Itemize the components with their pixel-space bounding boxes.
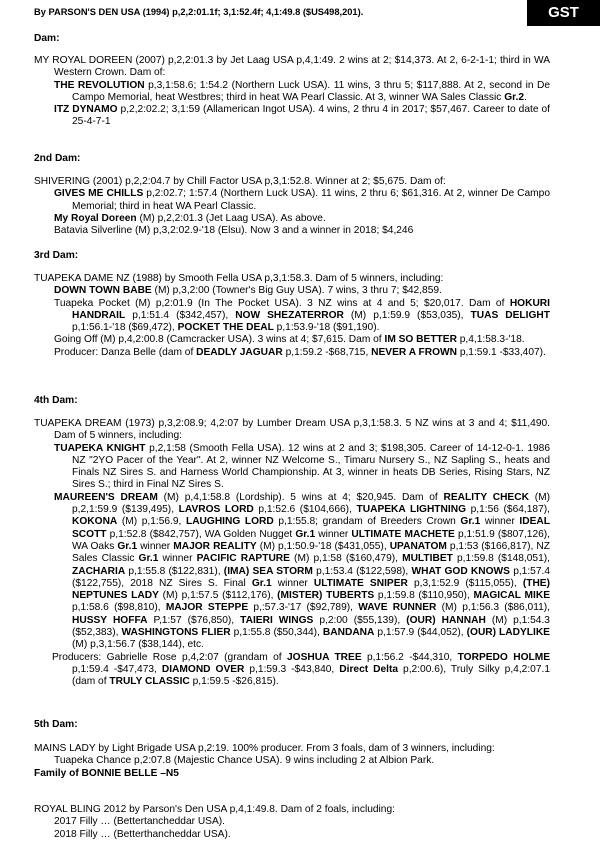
progeny-name: POCKET THE DEAL <box>177 322 274 334</box>
progeny-details: p,1:59.1 -$33,407). <box>456 346 546 358</box>
progeny-details: winner <box>158 553 197 565</box>
progeny-name: TUAPEKA LIGHTNING <box>356 504 467 516</box>
dam2-section <box>34 176 550 237</box>
group-label: Gr.1 <box>251 577 272 589</box>
group-label: Gr.1 <box>460 516 481 528</box>
progeny-details: p,1:57.9 ($44,052), <box>374 627 467 639</box>
progeny-name: JOSHUA TREE <box>287 651 362 663</box>
progeny-details: p,1:51.9 ($807,126), WA Oaks <box>72 528 550 552</box>
dam-foal-2 <box>34 104 550 129</box>
foal-details: (M) p,2,2:01.3 (Jet Laag USA). As above. <box>136 212 326 224</box>
progeny-name: LAVROS LORD <box>178 504 254 516</box>
produce-intro: ROYAL BLING 2012 by Parson's Den USA p,4,1:49.8. Dam of 2 foals, including: <box>34 804 395 815</box>
progeny-name: WASHINGTONS FLIER <box>121 627 231 639</box>
progeny-name: NEVER A FROWN <box>371 346 457 358</box>
progeny-name: (THE) NEPTUNES LADY <box>72 577 550 602</box>
dam4-intro: TUAPEKA DREAM (1973) p,3,2:08.9; 4,2:07 by Lumber Dream USA p,3,1:58.3. 5 NZ wins at 3 and 4; $11,490. Dam of 5 winners, including: <box>34 418 550 442</box>
dam4-producers <box>34 652 550 689</box>
progeny-name: WAVE RUNNER <box>358 602 437 614</box>
progeny-details: p,1:53.9-'18 ($91,190). <box>273 322 380 334</box>
progeny-details: p,1:59.8 ($148,051), <box>452 553 550 565</box>
progeny-name: ULTIMATE SNIPER <box>313 577 408 589</box>
progeny-name: (OUR) HANNAH <box>406 614 486 626</box>
dam2-foal-3: Batavia Silverline (M) p,3,2:02.9-'18 (Elsu). Now 3 and a winner in 2018; $4,246 <box>54 225 414 237</box>
dam2-heading: 2nd Dam: <box>34 153 81 164</box>
foal-details: p,2,2:02.2; 3,1:59 (Allamerican Ingot USA). 4 wins, 2 thru 4 in 2017; $57,467. Career to date of 25-4-7-1 <box>72 104 550 128</box>
progeny-details: (M) p,1:56.3 ($86,011), <box>436 602 550 614</box>
progeny-name: MULTIBET <box>402 553 453 565</box>
progeny-details: winner <box>137 540 174 552</box>
progeny-name: DEADLY JAGUAR <box>196 346 283 358</box>
progeny-details: p,1:58.6 ($98,810), <box>72 602 166 614</box>
producer-details: Producer: Danza Belle (dam of <box>54 346 197 358</box>
progeny-name: TUAS DELIGHT <box>470 309 550 321</box>
group-label: Gr.1 <box>295 528 316 540</box>
foal-details: (M) p,3,2:00 (Towner's Big Guy USA). 7 wins, 3 thru 7; $42,859. <box>151 285 442 297</box>
progeny-details: p,1:51.4 ($342,457), <box>125 309 236 321</box>
progeny-details: winner <box>271 577 314 589</box>
dam4-foal-2 <box>34 492 550 652</box>
dam-foal-1 <box>34 80 550 105</box>
group-label: Gr.2 <box>504 91 525 103</box>
foal-name: My Royal Doreen <box>54 212 137 224</box>
dam5-heading: 5th Dam: <box>34 719 78 730</box>
progeny-details: p,1:59.2 -$68,715, <box>282 346 372 358</box>
dam4-heading: 4th Dam: <box>34 395 78 406</box>
foal-name: MAUREEN'S DREAM <box>54 491 158 503</box>
dam3-foal-1 <box>34 285 550 297</box>
dam5-section <box>34 743 550 780</box>
progeny-details: (M) p,1:54.3 ($52,383), <box>72 614 550 639</box>
producer-details: Producers: Gabrielle Rose p,4,2:07 (grandam of <box>52 651 287 663</box>
progeny-name: KOKONA <box>72 516 118 528</box>
group-label: Gr.1 <box>117 540 138 552</box>
progeny-details: p,1:52.6 ($104,666), <box>253 504 357 516</box>
progeny-name: PACIFIC RAPTURE <box>196 553 290 565</box>
progeny-name: DIAMOND OVER <box>161 663 245 675</box>
progeny-details: (M) p,2,1:59.9 ($139,495), <box>72 491 551 516</box>
progeny-details: p,1:57.4 ($122,755), 2018 NZ Sires S. Final <box>72 565 551 589</box>
foal-details: Going Off (M) p,4,2:00.8 (Camcracker USA). 3 wins at 4; $7,615. Dam of <box>54 334 385 346</box>
progeny-details: (M) p,1:59.9 ($53,035), <box>343 309 471 321</box>
progeny-details: p,1:55.8; grandam of Breeders Crown <box>273 516 461 528</box>
progeny-name: MAJOR REALITY <box>173 540 257 552</box>
produce-foal-2: 2018 Filly … (Betterthancheddar USA). <box>54 828 231 840</box>
progeny-details: P,1:57 ($76,850), <box>147 614 241 626</box>
dam-heading: Dam: <box>34 33 60 44</box>
dam3-section <box>34 273 550 359</box>
group-label: Gr.1 <box>138 553 159 565</box>
dam3-producer <box>34 347 550 359</box>
foal-name: ITZ DYNAMO <box>54 104 118 116</box>
progeny-details: p,1:52.8 ($842,757), WA Golden Nugget <box>106 528 296 540</box>
progeny-name: MAGICAL MIKE <box>473 590 550 602</box>
dam3-foal-3 <box>34 334 550 346</box>
progeny-details: (M) p,1:57.5 ($112,176), <box>158 590 278 602</box>
foal-details: p,2:02.7; 1:57.4 (Northern Luck USA). 11 wins, 2 thru 6; $61,316. At 2, winner De Campo Memorial; third in heat WA Pearl Classic. <box>72 188 550 212</box>
progeny-name: TORPEDO HOLME <box>457 651 550 663</box>
dam4-section <box>34 418 550 689</box>
dam3-intro: TUAPEKA DAME NZ (1988) by Smooth Fella USA p,3,1:58.3. Dam of 5 winners, including: <box>34 273 444 284</box>
progeny-name: HOKURI HANDRAIL <box>72 297 550 321</box>
progeny-name: (IMA) SEA STORM <box>223 565 313 577</box>
progeny-details: p,2:00 ($55,139), <box>313 614 407 626</box>
progeny-name: TRULY CLASSIC <box>109 676 190 688</box>
progeny-name: (OUR) LADYLIKE <box>466 627 550 639</box>
progeny-name: TAIERI WINGS <box>240 614 314 626</box>
dam2-foal-1 <box>34 188 550 213</box>
dam2-intro: SHIVERING (2001) p,2,2:04.7 by Chill Factor USA p,3,1:52.8. Winner at 2; $5,675. Dam of: <box>34 176 446 187</box>
progeny-details: p,4,1:58.3-'18. <box>456 334 525 346</box>
progeny-name: WHAT GOD KNOWS <box>411 565 510 577</box>
family-line: Family of BONNIE BELLE –N5 <box>34 767 179 779</box>
foal-name: THE REVOLUTION <box>54 79 145 91</box>
foal-details: p,2,1:58 (Smooth Fella USA). 12 wins at 2 and 3; $198,305. Career of 14-12-0-1. 1986 NZ "2YO Pacer of the Year". At 2, winner NZ Welcome S., Timaru Nursery S., NZ Sapling S., heats and Finals NZ Sires S. and Harness World Championship. At 3, winner in heats DB Series, Rising Stars, NZ Sires S.; third in Final NZ Sires S. <box>72 442 550 491</box>
progeny-details: p,1:55.8 ($50,344), <box>230 627 323 639</box>
progeny-details: p,2:00.6), Truly Silky p,4,2:07.1 (dam of <box>72 663 550 688</box>
progeny-details: p,1:56.1-'18 ($69,472), <box>72 322 178 334</box>
foal-details: Tuapeka Pocket (M) p,2:01.9 (In The Pocket USA). 3 NZ wins at 4 and 5; $20,017. Dam of <box>54 297 510 309</box>
gst-badge: GST <box>527 0 600 26</box>
dam5-intro: MAINS LADY by Light Brigade USA p,2:19. 100% producer. From 3 foals, dam of 3 winners, including: <box>34 743 495 754</box>
progeny-name: IM SO BETTER <box>384 334 457 346</box>
progeny-details: (M) p,3,1:56.7 ($38,144), etc. <box>72 639 204 651</box>
progeny-details: p,1:59.4 -$47,473, <box>72 663 162 675</box>
foal-end: . <box>524 91 527 103</box>
dam-intro: MY ROYAL DOREEN (2007) p,2,2:01.3 by Jet Laag USA p,4,1:49. 2 wins at 2; $14,373. At 2, 6-2-1-1; third in WA Western Crown. Dam of: <box>34 55 550 79</box>
progeny-details: (M) p,1:56.9, <box>117 516 186 528</box>
progeny-details: p,1:59.5 -$26,815). <box>189 676 279 688</box>
dam-section <box>34 55 550 129</box>
foal-name: TUAPEKA KNIGHT <box>54 442 146 454</box>
progeny-name: (MISTER) TUBERTS <box>277 590 375 602</box>
progeny-details: winner <box>315 528 352 540</box>
progeny-details: p,1:59.3 -$43,840, <box>244 663 340 675</box>
foal-name: GIVES ME CHILLS <box>54 188 144 200</box>
produce-section <box>34 804 550 841</box>
progeny-details: p,1:59.8 ($110,950), <box>374 590 474 602</box>
progeny-name: IDEAL SCOTT <box>72 516 550 540</box>
progeny-name: LAUGHING LORD <box>185 516 274 528</box>
progeny-details: (M) p,1:50.9-'18 ($431,055), <box>256 540 390 552</box>
dam4-foal-1 <box>34 443 550 492</box>
progeny-details: p,1:53.4 ($122,598), <box>312 565 412 577</box>
foal-details: p,3,1:58.6; 1:54.2 (Northern Luck USA). 11 wins, 3 thru 5; $117,888. At 2, second in De Campo Memorial, heat Westbres; third in heat WA Pearl Classic. At 3, winner WA Sales Classic <box>72 79 550 103</box>
foal-details: (M) p,4,1:58.8 (Lordship). 5 wins at 4; $20,945. Dam of <box>157 491 444 503</box>
progeny-name: ULTIMATE MACHETE <box>351 528 455 540</box>
dam3-heading: 3rd Dam: <box>34 250 79 261</box>
progeny-details: p,1:56.2 -$44,310, <box>361 651 458 663</box>
progeny-details: p,1:55.8 ($122,831), <box>125 565 224 577</box>
progeny-name: REALITY CHECK <box>443 491 529 503</box>
progeny-details: (M) p,1:58 ($160,479), <box>289 553 403 565</box>
progeny-details: p,1:56 ($64,187), <box>466 504 550 516</box>
sire-line: By PARSON'S DEN USA (1994) p,2,2:01.1f; 3,1:52.4f; 4,1:49.8 ($US498,201). <box>34 7 364 17</box>
progeny-details: p,1:53 ($166,817), NZ Sales Classic <box>72 540 550 565</box>
dam3-foal-2 <box>34 298 550 335</box>
produce-foal-1: 2017 Filly … (Bettertancheddar USA). <box>54 816 225 828</box>
progeny-name: ZACHARIA <box>72 565 126 577</box>
progeny-name: MAJOR STEPPE <box>165 602 249 614</box>
progeny-name: Direct Delta <box>339 663 399 675</box>
foal-name: DOWN TOWN BABE <box>54 285 152 297</box>
dam5-foal-1: Tuapeka Chance p,2:07.8 (Majestic Chance USA). 9 wins including 2 at Albion Park. <box>54 755 435 767</box>
progeny-name: NOW SHEZATERROR <box>235 309 344 321</box>
progeny-details: p,:57.3-'17 ($92,789), <box>248 602 359 614</box>
progeny-name: UPANATOM <box>389 540 447 552</box>
progeny-name: HUSSY HOFFA <box>72 614 148 626</box>
progeny-name: BANDANA <box>322 627 375 639</box>
progeny-details: winner <box>480 516 520 528</box>
dam2-foal-2 <box>34 213 550 225</box>
progeny-details: p,3,1:52.9 ($115,055), <box>407 577 523 589</box>
